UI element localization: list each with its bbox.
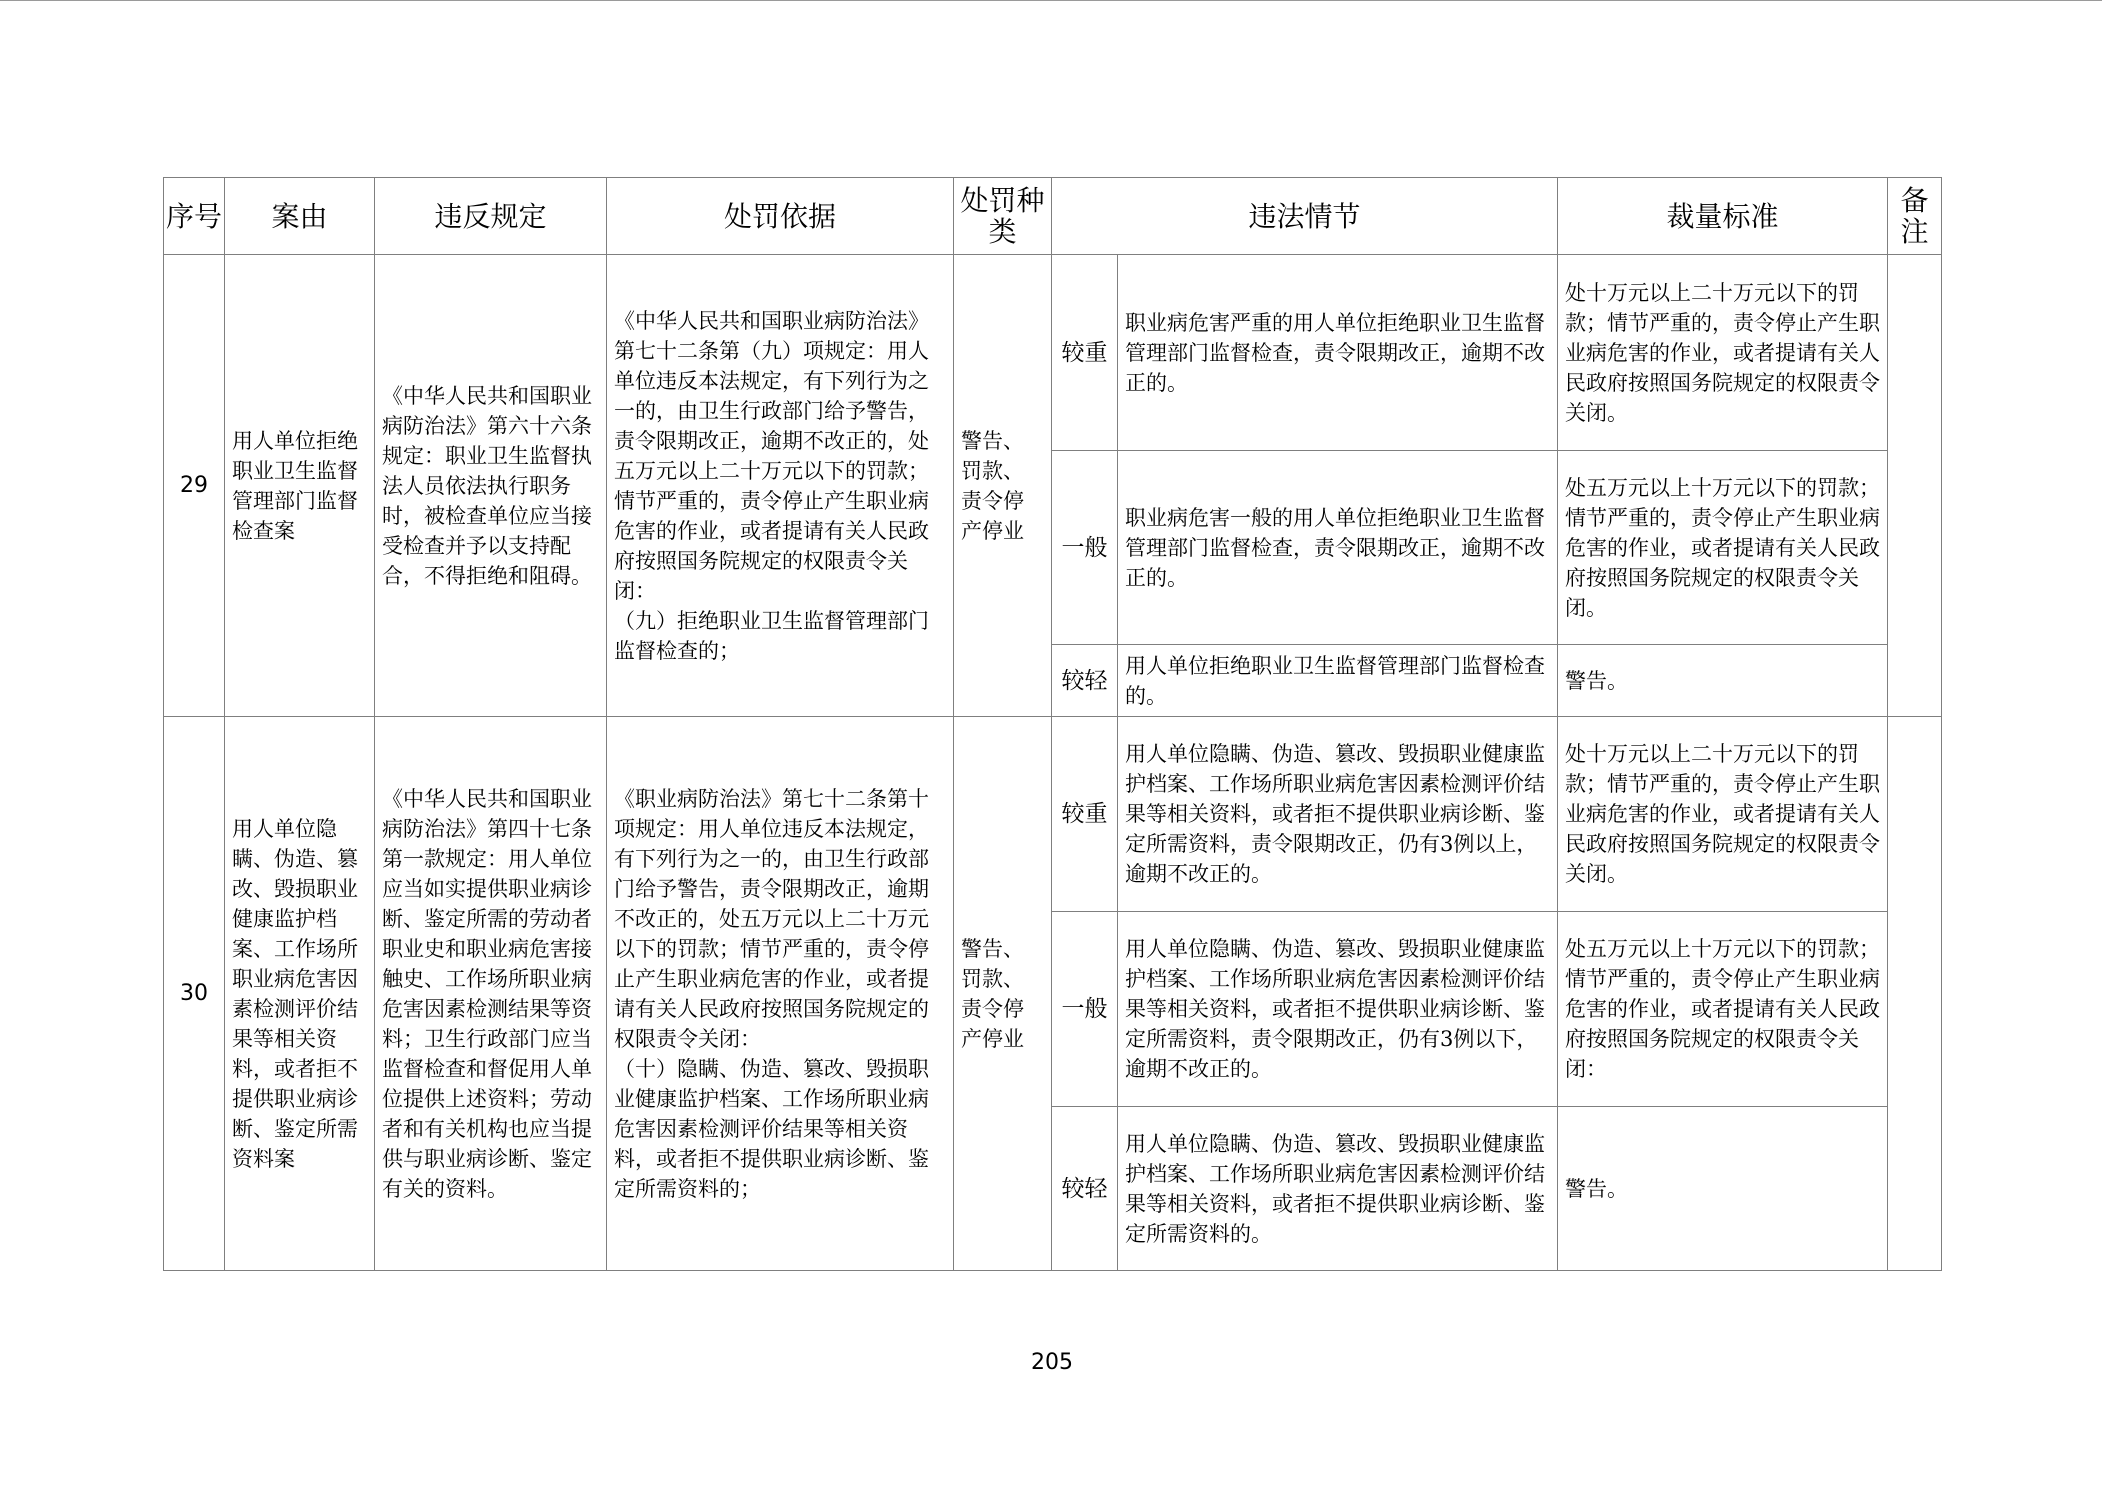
level-standard: 处十万元以上二十万元以下的罚款；情节严重的，责令停止产生职业病危害的作业，或者提请有关人民政府按照国务院规定的权限责令关闭。: [1558, 717, 1888, 912]
header-circumstance: 违法情节: [1052, 178, 1558, 255]
level-label: 较重: [1052, 255, 1118, 451]
level-circumstance: 职业病危害一般的用人单位拒绝职业卫生监督管理部门监督检查，责令限期改正，逾期不改正的。: [1118, 451, 1558, 645]
header-cause: 案由: [225, 178, 375, 255]
row-remark: [1888, 717, 1942, 1271]
table-row: [164, 717, 1942, 912]
level-standard: 警告。: [1558, 1107, 1888, 1271]
row-seq: 29: [164, 255, 225, 717]
level-standard: 处五万元以上十万元以下的罚款；情节严重的，责令停止产生职业病危害的作业，或者提请有关人民政府按照国务院规定的权限责令关闭。: [1558, 451, 1888, 645]
header-basis: 处罚依据: [607, 178, 954, 255]
row-seq: 30: [164, 717, 225, 1271]
row-violation: 《中华人民共和国职业病防治法》第四十七条第一款规定：用人单位应当如实提供职业病诊断、鉴定所需的劳动者职业史和职业病危害接触史、工作场所职业病危害因素检测结果等资料；卫生行政部门应当监督检查和督促用人单位提供上述资料；劳动者和有关机构也应当提供与职业病诊断、鉴定有关的资料。: [375, 717, 607, 1271]
level-label: 较轻: [1052, 645, 1118, 717]
table-row: [164, 255, 1942, 451]
level-label: 较重: [1052, 717, 1118, 912]
level-label: 较轻: [1052, 1107, 1118, 1271]
row-basis: 《中华人民共和国职业病防治法》第七十二条第（九）项规定：用人单位违反本法规定，有下列行为之一的，由卫生行政部门给予警告，责令限期改正，逾期不改正的，处五万元以上二十万元以下的罚款；情节严重的，责令停止产生职业病危害的作业，或者提请有关人民政府按照国务院规定的权限责令关闭： （九）拒绝职业卫生监督管理部门监督检查的；: [607, 255, 954, 717]
header-standard: 裁量标准: [1558, 178, 1888, 255]
penalty-discretion-table: [163, 177, 1942, 1271]
header-violation: 违反规定: [375, 178, 607, 255]
level-standard: 警告。: [1558, 645, 1888, 717]
level-circumstance: 用人单位隐瞒、伪造、篡改、毁损职业健康监护档案、工作场所职业病危害因素检测评价结果等相关资料，或者拒不提供职业病诊断、鉴定所需资料，责令限期改正，仍有3例以下，逾期不改正的。: [1118, 912, 1558, 1107]
row-basis: 《职业病防治法》第七十二条第十项规定：用人单位违反本法规定，有下列行为之一的，由卫生行政部门给予警告，责令限期改正，逾期不改正的，处五万元以上二十万元以下的罚款；情节严重的，责令停止产生职业病危害的作业，或者提请有关人民政府按照国务院规定的权限责令关闭： （十）隐瞒、伪造、篡改、毁损职业健康监护档案、工作场所职业病危害因素检测评价结果等相关资料，或者拒不提供职业病诊断、鉴定所需资料的；: [607, 717, 954, 1271]
header-penalty-type: 处罚种类: [954, 178, 1052, 255]
row-penalty-type: 警告、罚款、责令停产停业: [954, 717, 1052, 1271]
level-circumstance: 用人单位隐瞒、伪造、篡改、毁损职业健康监护档案、工作场所职业病危害因素检测评价结果等相关资料，或者拒不提供职业病诊断、鉴定所需资料的。: [1118, 1107, 1558, 1271]
level-standard: 处五万元以上十万元以下的罚款；情节严重的，责令停止产生职业病危害的作业，或者提请有关人民政府按照国务院规定的权限责令关闭：: [1558, 912, 1888, 1107]
header-seq: 序号: [164, 178, 225, 255]
row-cause: 用人单位隐瞒、伪造、篡改、毁损职业健康监护档案、工作场所职业病危害因素检测评价结果等相关资料，或者拒不提供职业病诊断、鉴定所需资料案: [225, 717, 375, 1271]
level-label: 一般: [1052, 912, 1118, 1107]
row-cause: 用人单位拒绝职业卫生监督管理部门监督检查案: [225, 255, 375, 717]
row-penalty-type: 警告、罚款、责令停产停业: [954, 255, 1052, 717]
level-circumstance: 职业病危害严重的用人单位拒绝职业卫生监督管理部门监督检查，责令限期改正，逾期不改正的。: [1118, 255, 1558, 451]
page-number: 205: [1031, 1350, 1073, 1375]
level-circumstance: 用人单位拒绝职业卫生监督管理部门监督检查的。: [1118, 645, 1558, 717]
level-circumstance: 用人单位隐瞒、伪造、篡改、毁损职业健康监护档案、工作场所职业病危害因素检测评价结果等相关资料，或者拒不提供职业病诊断、鉴定所需资料，责令限期改正，仍有3例以上，逾期不改正的。: [1118, 717, 1558, 912]
header-remark: 备注: [1888, 178, 1942, 255]
row-remark: [1888, 255, 1942, 717]
level-standard: 处十万元以上二十万元以下的罚款；情节严重的，责令停止产生职业病危害的作业，或者提请有关人民政府按照国务院规定的权限责令关闭。: [1558, 255, 1888, 451]
row-violation: 《中华人民共和国职业病防治法》第六十六条规定：职业卫生监督执法人员依法执行职务时，被检查单位应当接受检查并予以支持配合，不得拒绝和阻碍。: [375, 255, 607, 717]
header-row: [164, 178, 1942, 255]
level-label: 一般: [1052, 451, 1118, 645]
